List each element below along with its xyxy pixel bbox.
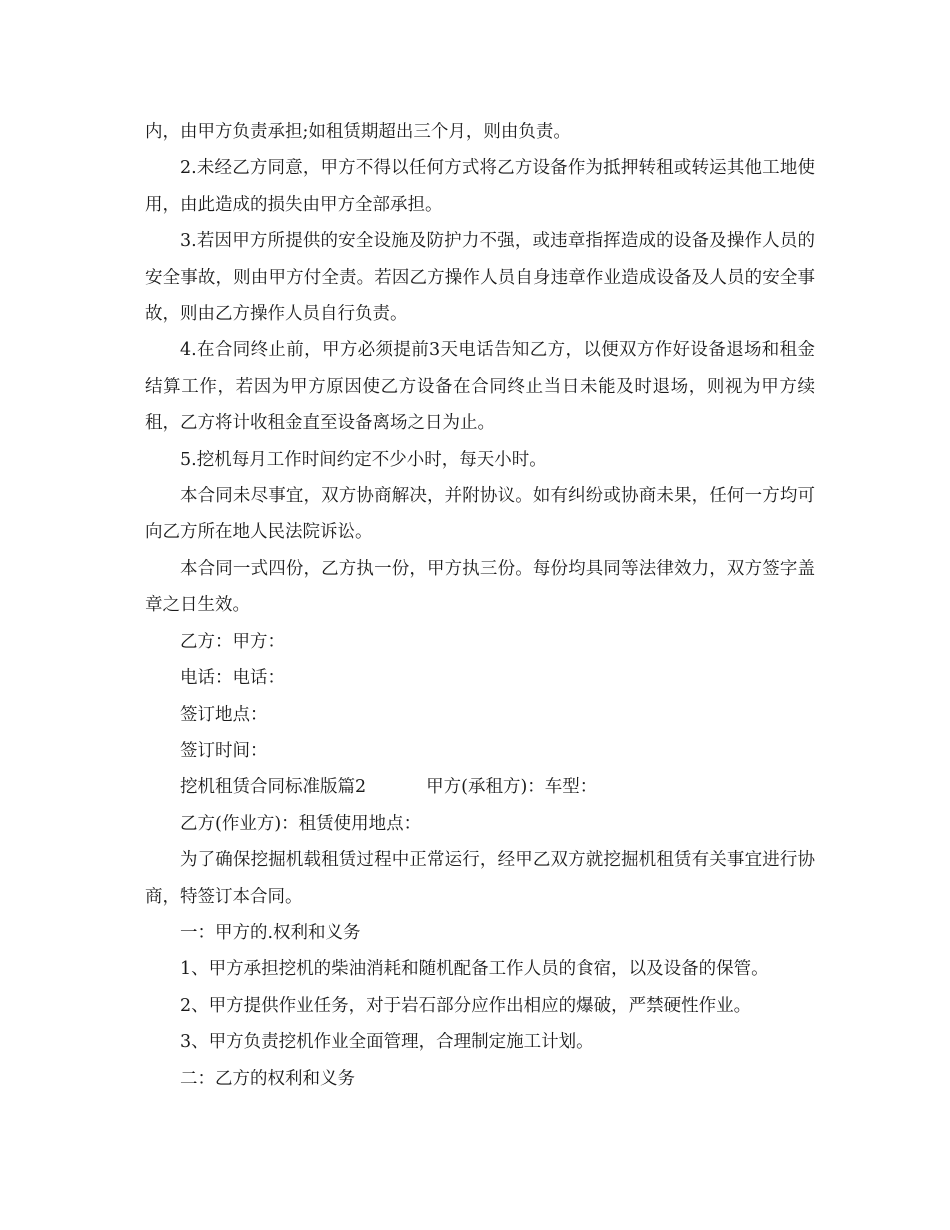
section-2-heading: 二：乙方的权利和义务	[180, 1068, 355, 1089]
clause-3: 3.若因甲方所提供的安全设施及防护力不强，或违章指挥造成的设备及操作人员的安全事故，则由甲方付全责。若因乙方操作人员自身违章作业造成设备及人员的安全事故，则由乙方操作人员自行负责。	[145, 231, 815, 325]
clause-4: 4.在合同终止前，甲方必须提前3天电话告知乙方，以便双方作好设备退场和租金结算工作，若因为甲方原因使乙方设备在合同终止当日未能及时退场，则视为甲方续租，乙方将计收租金直至设备离场之日为止。	[145, 340, 815, 434]
contract-title: 挖机租赁合同标准版篇2	[180, 777, 367, 798]
section-1-item-2: 2、甲方提供作业任务，对于岩石部分应作出相应的爆破，严禁硬性作业。	[180, 995, 752, 1016]
section-1-heading: 一：甲方的.权利和义务	[180, 922, 361, 943]
paragraph-disputes: 本合同未尽事宜，双方协商解决，并附协议。如有纠纷或协商未果，任何一方均可向乙方所在地人民法院诉讼。	[145, 486, 815, 543]
paragraph-copies: 本合同一式四份，乙方执一份，甲方执三份。每份均具同等法律效力，双方签字盖章之日生效。	[145, 558, 815, 616]
paragraph-continuation: 内，由甲方负责承担;如租赁期超出三个月，则由负责。	[145, 122, 571, 142]
section-1-item-1: 1、甲方承担挖机的柴油消耗和随机配备工作人员的食宿，以及设备的保管。	[180, 959, 769, 980]
paragraph-intro: 为了确保挖掘机载租赁过程中正常运行，经甲乙双方就挖掘机租赁有关事宜进行协商，特签订本合同。	[145, 850, 815, 907]
signature-phones: 电话：电话：	[180, 668, 285, 689]
clause-2: 2.未经乙方同意，甲方不得以任何方式将乙方设备作为抵押转租或转运其他工地使用，由此造成的损失由甲方全部承担。	[145, 158, 815, 215]
section-1-item-3: 3、甲方负责挖机作业全面管理，合理制定施工计划。	[180, 1032, 594, 1053]
party-a-vehicle: 甲方(承租方)：车型：	[426, 777, 598, 798]
clause-5: 5.挖机每月工作时间约定不少小时，每天小时。	[180, 449, 547, 470]
party-b-location: 乙方(作业方)：租赁使用地点：	[180, 813, 422, 834]
signature-parties: 乙方：甲方：	[180, 631, 285, 652]
contract-heading-line	[145, 769, 815, 805]
document-body	[145, 114, 815, 1097]
signing-time: 签订时间：	[180, 740, 268, 761]
signing-place: 签订地点：	[180, 704, 268, 725]
